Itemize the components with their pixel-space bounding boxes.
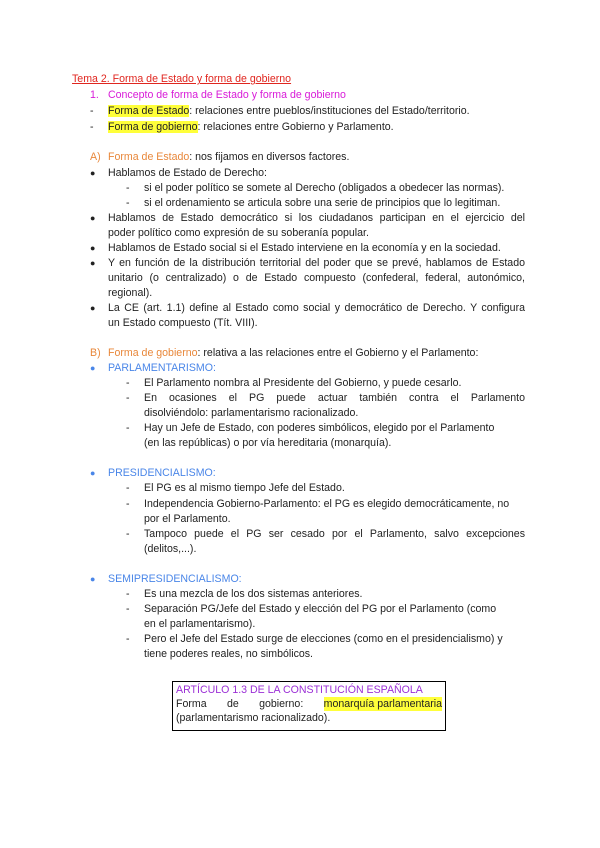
section-b-heading bbox=[108, 346, 478, 360]
bullet-text-cont: un Estado compuesto (Tít. VIII). bbox=[108, 317, 258, 329]
dash-marker: - bbox=[126, 588, 130, 600]
dash-marker: - bbox=[126, 498, 130, 510]
sub-item-text: Independencia Gobierno-Parlamento: el PG es elegido democráticamente, no bbox=[144, 498, 510, 510]
article-word: de bbox=[226, 698, 239, 710]
sub-item-text-cont: (en las repúblicas) o por vía hereditaria (monarquía). bbox=[144, 437, 392, 449]
bullet-icon: ● bbox=[90, 213, 96, 223]
dash-marker: - bbox=[90, 105, 94, 117]
highlighted-term: Forma de gobierno bbox=[108, 121, 198, 133]
sub-item-text: Hay un Jefe de Estado, con poderes simbólicos, elegido por el Parlamento bbox=[144, 422, 495, 434]
article-text-cont: (parlamentarismo racionalizado). bbox=[176, 712, 331, 724]
bullet-text-cont: regional). bbox=[108, 287, 153, 299]
dash-marker: - bbox=[126, 182, 130, 194]
sub-item-text: Separación PG/Jefe del Estado y elección del PG por el Parlamento (como bbox=[144, 603, 497, 615]
bullet-text: Hablamos de Estado social si el Estado interviene en la economía y en la sociedad. bbox=[108, 242, 501, 254]
definition-text: : relaciones entre Gobierno y Parlamento. bbox=[197, 121, 394, 133]
section-a-heading bbox=[108, 150, 349, 164]
dash-marker: - bbox=[126, 482, 130, 494]
bullet-icon: ● bbox=[90, 303, 96, 313]
article-text-line bbox=[176, 697, 442, 711]
section-a-text: : nos fijamos en diversos factores. bbox=[189, 151, 350, 163]
section-b-marker: B) bbox=[90, 347, 101, 359]
definition-text: : relaciones entre pueblos/instituciones del Estado/territorio. bbox=[189, 105, 470, 117]
dash-marker: - bbox=[90, 121, 94, 133]
sub-item-text: Es una mezcla de los dos sistemas anteriores. bbox=[144, 588, 363, 600]
article-highlight: monarquía parlamentaria bbox=[323, 698, 442, 710]
sub-item-text-cont: por el Parlamento. bbox=[144, 513, 231, 525]
section-b-label: Forma de gobierno bbox=[108, 347, 198, 359]
section-a-marker: A) bbox=[90, 151, 101, 163]
bullet-icon: ● bbox=[90, 363, 96, 373]
page-title: Tema 2. Forma de Estado y forma de gobierno bbox=[72, 73, 292, 85]
dash-marker: - bbox=[126, 603, 130, 615]
system-heading-presidencialismo: PRESIDENCIALISMO: bbox=[108, 467, 216, 479]
highlighted-term: Forma de Estado bbox=[108, 105, 190, 117]
definition-forma-gobierno bbox=[108, 120, 394, 134]
sub-item-text: El Parlamento nombra al Presidente del Gobierno, y puede cesarlo. bbox=[144, 377, 462, 389]
sub-item-text-cont: disolviéndolo: parlamentarismo racionalizado. bbox=[144, 407, 359, 419]
bullet-icon: ● bbox=[90, 168, 96, 178]
section-a-label: Forma de Estado bbox=[108, 151, 190, 163]
sub-item-text: Tampoco puede el PG ser cesado por el Parlamento, salvo excepciones bbox=[144, 528, 525, 540]
dash-marker: - bbox=[126, 528, 130, 540]
dash-marker: - bbox=[126, 392, 130, 404]
article-box bbox=[172, 681, 446, 731]
bullet-text: Hablamos de Estado democrático si los ciudadanos participan en el ejercicio del bbox=[108, 212, 525, 224]
definition-forma-estado bbox=[108, 104, 470, 118]
bullet-text-cont: poder político como expresión de su soberanía popular. bbox=[108, 227, 369, 239]
sub-item-text-cont: en el parlamentarismo). bbox=[144, 618, 256, 630]
sub-item-text: Pero el Jefe del Estado surge de elecciones (como en el presidencialismo) y bbox=[144, 633, 503, 645]
system-heading-parlamentarismo: PARLAMENTARISMO: bbox=[108, 362, 216, 374]
section-number: 1. bbox=[90, 89, 99, 101]
article-heading: ARTÍCULO 1.3 DE LA CONSTITUCIÓN ESPAÑOLA bbox=[176, 684, 423, 696]
dash-marker: - bbox=[126, 422, 130, 434]
article-word: gobierno: bbox=[259, 698, 304, 710]
bullet-text: La CE (art. 1.1) define al Estado como social y democrático de Derecho. Y configura bbox=[108, 302, 525, 314]
dash-marker: - bbox=[126, 197, 130, 209]
section-b-text: : relativa a las relaciones entre el Gobierno y el Parlamento: bbox=[197, 347, 479, 359]
sub-item-text-cont: (delitos,...). bbox=[144, 543, 197, 555]
sub-item-text: si el poder político se somete al Derecho (obligados a obedecer las normas). bbox=[144, 182, 505, 194]
bullet-icon: ● bbox=[90, 574, 96, 584]
dash-marker: - bbox=[126, 377, 130, 389]
article-word: Forma bbox=[176, 698, 207, 710]
bullet-icon: ● bbox=[90, 468, 96, 478]
bullet-text-cont: unitario (o centralizado) o de Estado compuesto (confederal, federal, autonómico, bbox=[108, 272, 525, 284]
bullet-icon: ● bbox=[90, 258, 96, 268]
sub-item-text-cont: tiene poderes reales, no simbólicos. bbox=[144, 648, 314, 660]
sub-item-text: si el ordenamiento se articula sobre una serie de principios que lo legitiman. bbox=[144, 197, 501, 209]
sub-item-text: El PG es al mismo tiempo Jefe del Estado. bbox=[144, 482, 345, 494]
bullet-icon: ● bbox=[90, 243, 96, 253]
section-heading: Concepto de forma de Estado y forma de gobierno bbox=[108, 89, 346, 101]
system-heading-semipresidencialismo: SEMIPRESIDENCIALISMO: bbox=[108, 573, 242, 585]
sub-item-text: En ocasiones el PG puede actuar también contra el Parlamento bbox=[144, 392, 525, 404]
dash-marker: - bbox=[126, 633, 130, 645]
bullet-text: Y en función de la distribución territorial del poder que se prevé, hablamos de Estado bbox=[108, 257, 525, 269]
bullet-text: Hablamos de Estado de Derecho: bbox=[108, 167, 267, 179]
